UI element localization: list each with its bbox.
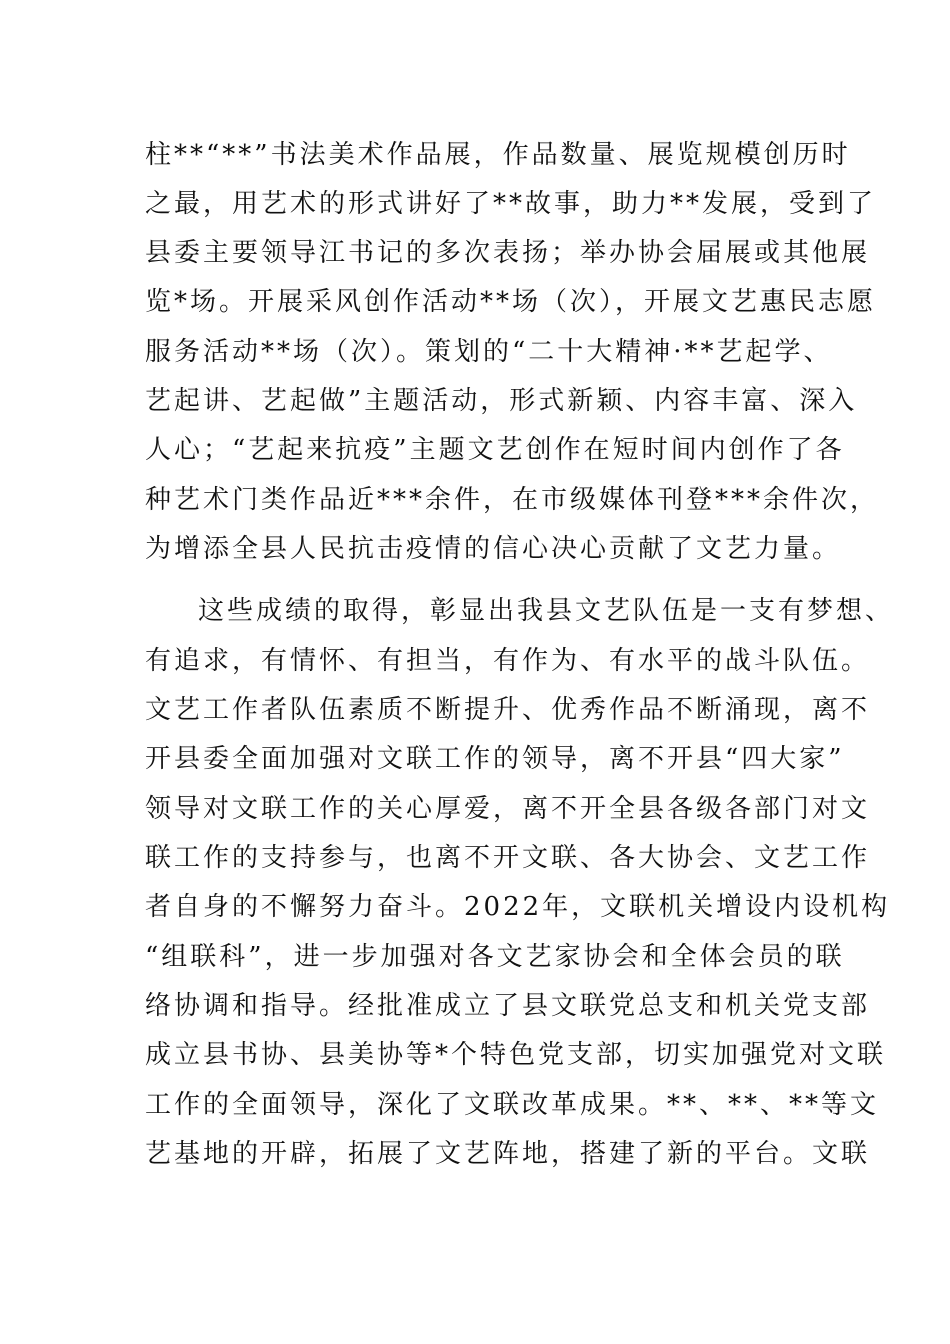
paragraph-1-line-5: 服务活动**场（次）。策划的“二十大精神·**艺起学、	[145, 337, 833, 367]
paragraph-2-line-2: 有追求，有情怀、有担当，有作为、有水平的战斗队伍。	[145, 646, 871, 676]
paragraph-2-line-7: 者自身的不懈努力奋斗。2022年，文联机关增设内设机构	[145, 892, 891, 922]
paragraph-1-line-6: 艺起讲、艺起做”主题活动，形式新颖、内容丰富、深入	[145, 386, 858, 416]
paragraph-2-line-11: 工作的全面领导，深化了文联改革成果。**、**、**等文	[145, 1090, 880, 1120]
paragraph-1-line-9: 为增添全县人民抗击疫情的信心决心贡献了文艺力量。	[145, 534, 842, 564]
paragraph-2-line-9: 络协调和指导。经批准成立了县文联党总支和机关党支部	[145, 991, 871, 1021]
paragraph-1-line-2: 之最，用艺术的形式讲好了**故事，助力**发展，受到了	[145, 189, 877, 219]
paragraph-1-line-4: 览*场。开展采风创作活动**场（次），开展文艺惠民志愿	[145, 287, 877, 317]
paragraph-1-line-7: 人心；“艺起来抗疫”主题文艺创作在短时间内创作了各	[145, 435, 845, 465]
paragraph-2-line-6: 联工作的支持参与，也离不开文联、各大协会、文艺工作	[145, 843, 871, 873]
paragraph-1-line-8: 种艺术门类作品近***余件，在市级媒体刊登***余件次，	[145, 485, 880, 515]
paragraph-2-line-8: “组联科”，进一步加强对各文艺家协会和全体会员的联	[145, 942, 845, 972]
paragraph-2-line-12: 艺基地的开辟，拓展了文艺阵地，搭建了新的平台。文联	[145, 1139, 871, 1169]
paragraph-1-line-1: 柱**“**”书法美术作品展，作品数量、展览规模创历时	[145, 140, 851, 170]
paragraph-2-line-5: 领导对文联工作的关心厚爱，离不开全县各级各部门对文	[145, 794, 871, 824]
paragraph-2-line-4: 开县委全面加强对文联工作的领导，离不开县“四大家”	[145, 744, 845, 774]
paragraph-2-line-10: 成立县书协、县美协等*个特色党支部，切实加强党对文联	[145, 1040, 887, 1070]
paragraph-2-line-3: 文艺工作者队伍素质不断提升、优秀作品不断涌现，离不	[145, 695, 871, 725]
paragraph-2-line-1: 这些成绩的取得，彰显出我县文艺队伍是一支有梦想、	[198, 596, 895, 626]
paragraph-1-line-3: 县委主要领导江书记的多次表扬；举办协会届展或其他展	[145, 238, 871, 268]
